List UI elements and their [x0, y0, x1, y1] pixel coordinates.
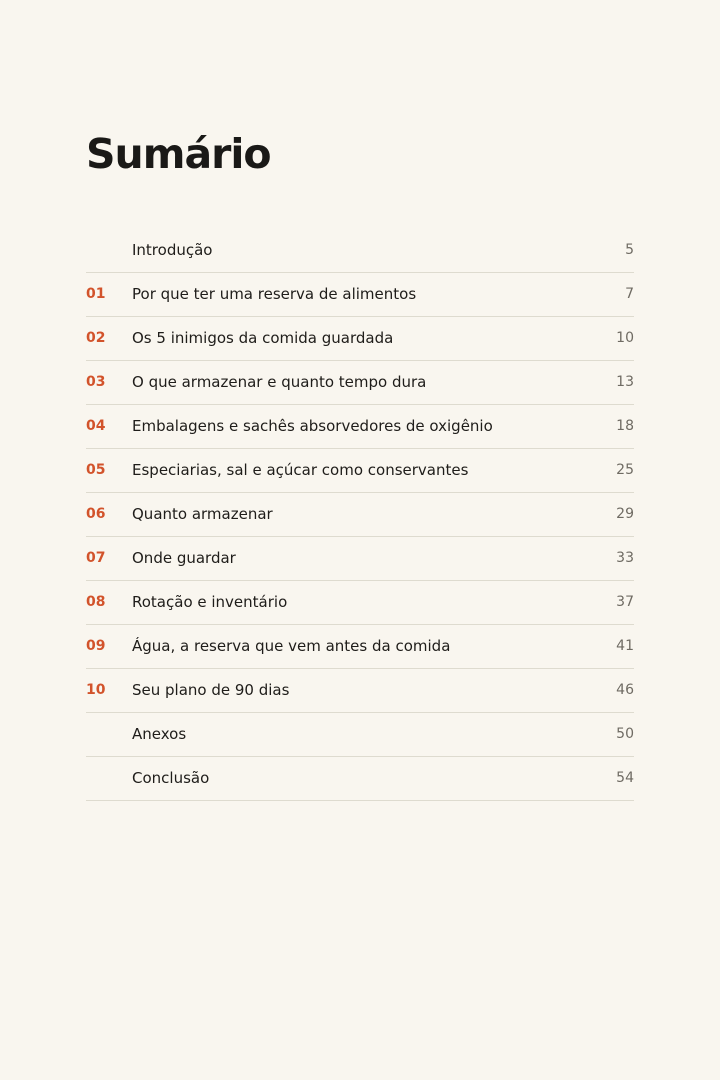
chapter-number: 09	[86, 638, 106, 654]
table-of-contents	[86, 229, 634, 801]
toc-entry-04[interactable]	[86, 405, 634, 449]
chapter-number: 03	[86, 374, 106, 390]
page-number: 50	[616, 726, 634, 742]
chapter-number: 04	[86, 418, 106, 434]
chapter-number: 05	[86, 462, 106, 478]
chapter-number: 07	[86, 550, 106, 566]
chapter-number: 06	[86, 506, 106, 522]
page-number: 25	[616, 462, 634, 478]
chapter-number: 10	[86, 682, 106, 698]
chapter-title: Por que ter uma reserva de alimentos	[132, 285, 417, 303]
chapter-number: 08	[86, 594, 106, 610]
chapter-title: Conclusão	[132, 769, 210, 787]
page-number: 54	[616, 770, 634, 786]
page-number: 33	[616, 550, 634, 566]
chapter-title: Embalagens e sachês absorvedores de oxigênio	[132, 417, 493, 435]
chapter-title: Anexos	[132, 725, 187, 743]
toc-entry-01[interactable]	[86, 273, 634, 317]
page-number: 10	[616, 330, 634, 346]
chapter-title: Introdução	[132, 241, 213, 259]
chapter-number: 01	[86, 286, 106, 302]
toc-entry-02[interactable]	[86, 317, 634, 361]
chapter-title: Onde guardar	[132, 549, 236, 567]
page-number: 5	[625, 242, 634, 258]
toc-entry-07[interactable]	[86, 537, 634, 581]
toc-entry-anexos[interactable]	[86, 713, 634, 757]
chapter-number: 02	[86, 330, 106, 346]
toc-entry-05[interactable]	[86, 449, 634, 493]
toc-entry-introducao[interactable]	[86, 229, 634, 273]
chapter-title: Água, a reserva que vem antes da comida	[132, 637, 451, 655]
toc-entry-08[interactable]	[86, 581, 634, 625]
toc-entry-09[interactable]	[86, 625, 634, 669]
chapter-title: Especiarias, sal e açúcar como conservantes	[132, 461, 469, 479]
page-number: 29	[616, 506, 634, 522]
page-number: 46	[616, 682, 634, 698]
page-title: Sumário	[86, 130, 271, 178]
chapter-title: O que armazenar e quanto tempo dura	[132, 373, 427, 391]
page-number: 13	[616, 374, 634, 390]
toc-entry-10[interactable]	[86, 669, 634, 713]
chapter-title: Seu plano de 90 dias	[132, 681, 290, 699]
chapter-title: Os 5 inimigos da comida guardada	[132, 329, 394, 347]
page-number: 41	[616, 638, 634, 654]
page-number: 37	[616, 594, 634, 610]
chapter-title: Quanto armazenar	[132, 505, 273, 523]
toc-entry-06[interactable]	[86, 493, 634, 537]
toc-entry-conclusao[interactable]	[86, 757, 634, 801]
page-number: 18	[616, 418, 634, 434]
chapter-title: Rotação e inventário	[132, 593, 288, 611]
page-number: 7	[625, 286, 634, 302]
toc-entry-03[interactable]	[86, 361, 634, 405]
